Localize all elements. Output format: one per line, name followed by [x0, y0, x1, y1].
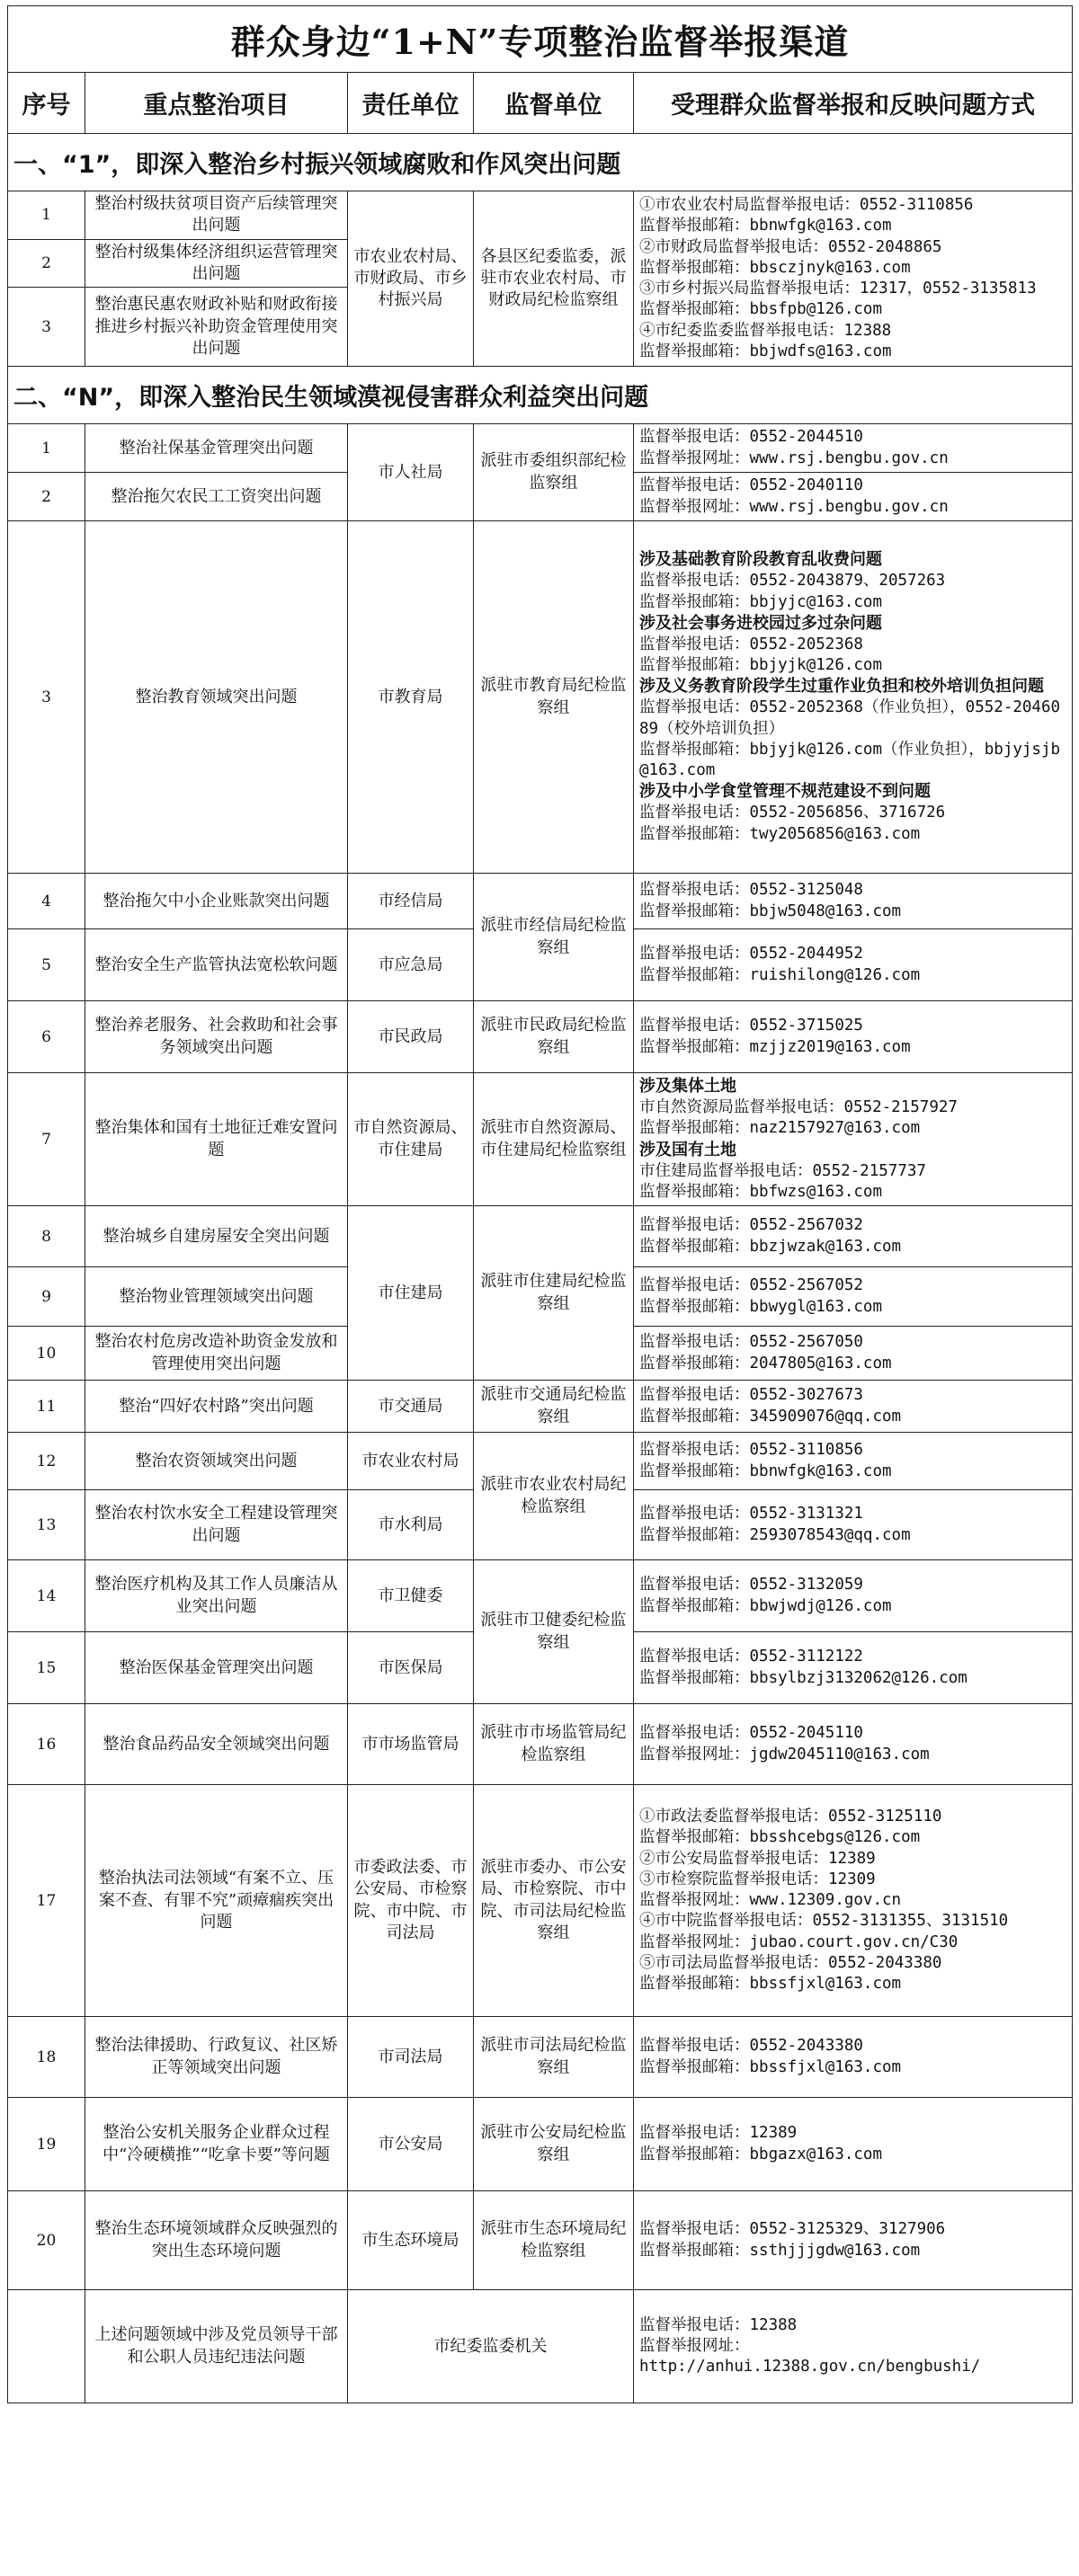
table-row	[8, 1704, 1073, 1785]
project-cell: 整治社保基金管理突出问题	[85, 424, 348, 473]
row-number: 2	[8, 473, 85, 521]
responsible-unit: 市生态环境局	[348, 2191, 474, 2290]
row-number: 6	[8, 1001, 85, 1073]
responsible-unit: 市纪委监委机关	[348, 2290, 634, 2403]
contact-line: 监督举报邮箱：bbjyjk@126.com	[639, 656, 883, 675]
table-row	[8, 874, 1073, 929]
row-number: 10	[8, 1327, 85, 1381]
contact-line: 监督举报邮箱：bbfwzs@163.com	[639, 1182, 883, 1201]
section-1-title: 一、“1”，即深入整治乡村振兴领域腐败和作风突出问题	[8, 134, 1073, 191]
contact-cell	[634, 1381, 1073, 1433]
contact-line: 监督举报邮箱：bbsczjnyk@163.com	[639, 258, 911, 277]
section-2-title: 二、“N”，即深入整治民生领域漠视侵害群众利益突出问题	[8, 367, 1073, 424]
contact-line: ①市政法委监督举报电话：0552-3125110	[639, 1807, 942, 1825]
contact-line: 监督举报邮箱：bbssfjxl@163.com	[639, 1975, 902, 1994]
row-number: 16	[8, 1704, 85, 1785]
contact-cell	[634, 1267, 1073, 1327]
row-number: 2	[8, 239, 85, 288]
contact-cell	[634, 1785, 1073, 2017]
row-number: 17	[8, 1785, 85, 2017]
table-row	[8, 2191, 1073, 2290]
responsible-unit: 市公安局	[348, 2098, 474, 2191]
supervisor-unit: 派驻市市场监管局纪检监察组	[474, 1704, 634, 1785]
contact-line: 监督举报电话：0552-2567052	[639, 1276, 863, 1295]
responsible-unit: 市卫健委	[348, 1560, 474, 1632]
contact-line: 监督举报电话：12388	[639, 2315, 798, 2334]
supervisor-unit: 派驻市教育局纪检监察组	[474, 521, 634, 874]
contact-cell	[634, 1490, 1073, 1560]
contact-line: 监督举报电话：0552-3132059	[639, 1576, 863, 1594]
header-contact: 受理群众监督举报和反映问题方式	[634, 73, 1073, 134]
responsible-unit: 市应急局	[348, 929, 474, 1001]
contact-line: 监督举报邮箱：bbnwfgk@163.com	[639, 217, 892, 235]
project-cell: 整治食品药品安全领域突出问题	[85, 1704, 348, 1785]
contact-line: ③市检察院监督举报电话：12309	[639, 1870, 876, 1888]
contact-cell	[634, 2290, 1073, 2403]
responsible-unit: 市农业农村局、市财政局、市乡村振兴局	[348, 191, 474, 367]
responsible-unit: 市教育局	[348, 521, 474, 874]
contact-line: 监督举报电话：0552-2052368（作业负担），0552-2046089（校外培训负担）	[639, 698, 1061, 738]
header-no: 序号	[8, 73, 85, 134]
contact-line: 监督举报网址：www.12309.gov.cn	[639, 1891, 902, 1910]
contact-line: 监督举报邮箱：2047805@163.com	[639, 1354, 892, 1372]
contact-cell	[634, 1704, 1073, 1785]
contact-line: 监督举报电话：0552-3125329、3127906	[639, 2220, 946, 2239]
project-cell: 整治城乡自建房屋安全突出问题	[85, 1206, 348, 1267]
contact-line: 监督举报邮箱：bbsshcebgs@126.com	[639, 1828, 921, 1847]
contact-line: ④市中院监督举报电话：0552-3131355、3131510	[639, 1912, 1009, 1931]
row-number: 15	[8, 1632, 85, 1704]
contact-cell	[634, 874, 1073, 929]
row-number: 7	[8, 1073, 85, 1206]
contact-cell	[634, 1206, 1073, 1267]
contact-line: ②市公安局监督举报电话：12389	[639, 1849, 876, 1868]
contact-line: 监督举报邮箱：bbjyjk@126.com（作业负担），bbjyjsjb@163.com	[639, 740, 1061, 780]
contact-line: 监督举报电话：0552-2045110	[639, 1724, 863, 1743]
supervisor-unit: 派驻市交通局纪检监察组	[474, 1381, 634, 1433]
contact-line: 监督举报邮箱：bbjw5048@163.com	[639, 902, 902, 920]
row-number: 19	[8, 2098, 85, 2191]
contact-cell	[634, 191, 1073, 367]
contact-cell	[634, 521, 1073, 874]
supervisor-unit: 派驻市经信局纪检监察组	[474, 874, 634, 1001]
header-unit: 责任单位	[348, 73, 474, 134]
contact-heading: 涉及义务教育阶段学生过重作业负担和校外培训负担问题	[639, 677, 1044, 697]
project-cell: 整治生态环境领域群众反映强烈的突出生态环境问题	[85, 2191, 348, 2290]
contact-line: 监督举报邮箱：345909076@qq.com	[639, 1407, 902, 1426]
contact-line: ①市农业农村局监督举报电话：0552-3110856	[639, 196, 974, 215]
project-cell: 整治法律援助、行政复议、社区矫正等领域突出问题	[85, 2017, 348, 2098]
contact-cell	[634, 1073, 1073, 1206]
responsible-unit: 市住建局	[348, 1206, 474, 1381]
contact-line: 监督举报电话：0552-2044510	[639, 428, 863, 447]
contact-cell	[634, 929, 1073, 1001]
contact-line: 监督举报邮箱：naz2157927@163.com	[639, 1119, 921, 1138]
responsible-unit: 市民政局	[348, 1001, 474, 1073]
contact-line: 监督举报邮箱：2593078543@qq.com	[639, 1525, 911, 1544]
row-number: 14	[8, 1560, 85, 1632]
contact-line: 监督举报邮箱：bbgazx@163.com	[639, 2145, 883, 2163]
contact-cell	[634, 424, 1073, 473]
contact-line: 监督举报邮箱：bbjwdfs@163.com	[639, 342, 892, 360]
responsible-unit: 市人社局	[348, 424, 474, 521]
contact-cell	[634, 2098, 1073, 2191]
contact-line: 市住建局监督举报电话：0552-2157737	[639, 1161, 926, 1180]
contact-heading: 涉及中小学食堂管理不规范建设不到问题	[639, 782, 931, 802]
contact-line: ⑤市司法局监督举报电话：0552-2043380	[639, 1953, 942, 1972]
supervisor-unit: 派驻市公安局纪检监察组	[474, 2098, 634, 2191]
supervisor-unit: 各县区纪委监委，派驻市农业农村局、市财政局纪检监察组	[474, 191, 634, 367]
table-row	[8, 2290, 1073, 2403]
project-cell: 整治安全生产监管执法宽松软问题	[85, 929, 348, 1001]
row-number: 8	[8, 1206, 85, 1267]
contact-line: 监督举报邮箱：bbwjwdj@126.com	[639, 1596, 892, 1615]
project-cell: 整治集体和国有土地征迁难安置问题	[85, 1073, 348, 1206]
header-row	[8, 73, 1073, 134]
project-cell: 整治教育领域突出问题	[85, 521, 348, 874]
contact-cell	[634, 2191, 1073, 2290]
supervisor-unit: 派驻市民政局纪检监察组	[474, 1001, 634, 1073]
contact-line: 监督举报电话：0552-2567050	[639, 1333, 863, 1352]
responsible-unit: 市交通局	[348, 1381, 474, 1433]
supervisor-unit: 派驻市委组织部纪检监察组	[474, 424, 634, 521]
row-number: 11	[8, 1381, 85, 1433]
project-cell: 整治执法司法领域“有案不立、压案不查、有罪不究”顽瘴痼疾突出问题	[85, 1785, 348, 2017]
header-supervisor: 监督单位	[474, 73, 634, 134]
project-cell: 整治公安机关服务企业群众过程中“冷硬横推”“吃拿卡要”等问题	[85, 2098, 348, 2191]
row-number: 3	[8, 521, 85, 874]
contact-line: 监督举报电话：0552-2052368	[639, 635, 863, 653]
contact-line: 监督举报邮箱：bbsylbzj3132062@126.com	[639, 1668, 968, 1687]
row-number: 4	[8, 874, 85, 929]
project-cell: 上述问题领域中涉及党员领导干部和公职人员违纪违法问题	[85, 2290, 348, 2403]
project-cell: 整治养老服务、社会救助和社会事务领域突出问题	[85, 1001, 348, 1073]
row-number: 13	[8, 1490, 85, 1560]
contact-line: 监督举报网址：www.rsj.bengbu.gov.cn	[639, 449, 949, 467]
responsible-unit: 市司法局	[348, 2017, 474, 2098]
contact-line: ②市财政局监督举报电话：0552-2048865	[639, 237, 942, 256]
project-cell: 整治农资领域突出问题	[85, 1433, 348, 1490]
table-row	[8, 1785, 1073, 2017]
row-number: 9	[8, 1267, 85, 1327]
contact-heading: 涉及社会事务进校园过多过杂问题	[639, 613, 882, 633]
responsible-unit: 市经信局	[348, 874, 474, 929]
responsible-unit: 市医保局	[348, 1632, 474, 1704]
responsible-unit: 市市场监管局	[348, 1704, 474, 1785]
project-cell: 整治惠民惠农财政补贴和财政衔接推进乡村振兴补助资金管理使用突出问题	[85, 288, 348, 367]
supervisor-unit: 派驻市卫健委纪检监察组	[474, 1560, 634, 1704]
row-number: 12	[8, 1433, 85, 1490]
contact-line: 监督举报邮箱：bbsfpb@126.com	[639, 300, 883, 319]
contact-line: ④市纪委监委监督举报电话：12388	[639, 321, 892, 340]
contact-heading: 涉及国有土地	[639, 1140, 736, 1159]
contact-line: 监督举报网址：jubao.court.gov.cn/C30	[639, 1932, 959, 1951]
project-cell: 整治村级集体经济组织运营管理突出问题	[85, 239, 348, 288]
contact-line: 监督举报邮箱：ruishilong@126.com	[639, 965, 921, 984]
supervisor-unit: 派驻市农业农村局纪检监察组	[474, 1433, 634, 1560]
contact-line: 监督举报电话：0552-2056856、3716726	[639, 804, 946, 822]
project-cell: 整治拖欠农民工工资突出问题	[85, 473, 348, 521]
project-cell: 整治农村危房改造补助资金发放和管理使用突出问题	[85, 1327, 348, 1381]
contact-line: 监督举报网址：jgdw2045110@163.com	[639, 1745, 930, 1763]
project-cell: 整治医疗机构及其工作人员廉洁从业突出问题	[85, 1560, 348, 1632]
row-number: 3	[8, 288, 85, 367]
supervisor-unit: 派驻市自然资源局、市住建局纪检监察组	[474, 1073, 634, 1206]
contact-line: 监督举报电话：0552-3027673	[639, 1386, 863, 1405]
table-row	[8, 1206, 1073, 1267]
contact-cell	[634, 1433, 1073, 1490]
contact-line: 监督举报邮箱：twy2056856@163.com	[639, 824, 921, 843]
contact-line: 监督举报邮箱：ssthjjjgdw@163.com	[639, 2241, 921, 2260]
contact-cell	[634, 2017, 1073, 2098]
table-row	[8, 1560, 1073, 1632]
contact-line: 监督举报电话：0552-2044952	[639, 945, 863, 964]
contact-line: 监督举报电话：0552-3125048	[639, 881, 863, 900]
row-number: 20	[8, 2191, 85, 2290]
reporting-channels-table	[7, 5, 1073, 2403]
contact-line: 监督举报电话：0552-2040110	[639, 476, 863, 495]
contact-line: 监督举报网址：	[639, 2337, 750, 2356]
contact-line: 监督举报电话：0552-3131321	[639, 1505, 863, 1523]
table-row	[8, 2017, 1073, 2098]
contact-heading: 涉及集体土地	[639, 1077, 736, 1097]
contact-line: 监督举报电话：0552-3110856	[639, 1441, 863, 1460]
contact-line: 监督举报电话：12389	[639, 2124, 798, 2143]
responsible-unit: 市委政法委、市公安局、市检察院、市中院、市司法局	[348, 1785, 474, 2017]
project-cell: 整治农村饮水安全工程建设管理突出问题	[85, 1490, 348, 1560]
project-cell: 整治拖欠中小企业账款突出问题	[85, 874, 348, 929]
contact-cell	[634, 473, 1073, 521]
contact-line: 监督举报电话：0552-2043879、2057263	[639, 572, 946, 591]
contact-line: http://anhui.12388.gov.cn/bengbushi/	[639, 2358, 981, 2376]
table-row	[8, 424, 1073, 473]
project-cell: 整治“四好农村路”突出问题	[85, 1381, 348, 1433]
contact-line: 监督举报邮箱：bbssfjxl@163.com	[639, 2057, 902, 2076]
contact-heading: 涉及基础教育阶段教育乱收费问题	[639, 550, 882, 570]
contact-line: 监督举报电话：0552-3715025	[639, 1017, 863, 1035]
contact-line: 监督举报邮箱：mzjjz2019@163.com	[639, 1037, 911, 1056]
supervisor-unit: 派驻市住建局纪检监察组	[474, 1206, 634, 1381]
contact-line: 监督举报电话：0552-3112122	[639, 1648, 863, 1666]
contact-line: 监督举报邮箱：bbnwfgk@163.com	[639, 1461, 892, 1480]
header-item: 重点整治项目	[85, 73, 348, 134]
contact-line: 监督举报邮箱：bbzjwzak@163.com	[639, 1237, 902, 1256]
contact-line: 市自然资源局监督举报电话：0552-2157927	[639, 1098, 958, 1117]
row-number	[8, 2290, 85, 2403]
contact-line: 监督举报邮箱：bbwygl@163.com	[639, 1297, 883, 1316]
table-row	[8, 1381, 1073, 1433]
contact-cell	[634, 1632, 1073, 1704]
project-cell: 整治医保基金管理突出问题	[85, 1632, 348, 1704]
table-row	[8, 191, 1073, 240]
table-row	[8, 1001, 1073, 1073]
contact-cell	[634, 1001, 1073, 1073]
contact-line: ③市乡村振兴局监督举报电话：12317，0552-3135813	[639, 280, 1037, 298]
responsible-unit: 市农业农村局	[348, 1433, 474, 1490]
contact-cell	[634, 1327, 1073, 1381]
table-row	[8, 521, 1073, 874]
table-row	[8, 1073, 1073, 1206]
page-title: 群众身边“1+N”专项整治监督举报渠道	[8, 6, 1073, 73]
supervisor-unit: 派驻市委办、市公安局、市检察院、市中院、市司法局纪检监察组	[474, 1785, 634, 2017]
row-number: 5	[8, 929, 85, 1001]
contact-line: 监督举报邮箱：bbjyjc@163.com	[639, 592, 883, 611]
supervisor-unit: 派驻市司法局纪检监察组	[474, 2017, 634, 2098]
table-row	[8, 2098, 1073, 2191]
contact-line: 监督举报电话：0552-2567032	[639, 1216, 863, 1235]
contact-line: 监督举报电话：0552-2043380	[639, 2037, 863, 2056]
project-cell: 整治村级扶贫项目资产后续管理突出问题	[85, 191, 348, 240]
responsible-unit: 市水利局	[348, 1490, 474, 1560]
supervisor-unit: 派驻市生态环境局纪检监察组	[474, 2191, 634, 2290]
contact-line: 监督举报网址：www.rsj.bengbu.gov.cn	[639, 497, 949, 516]
project-cell: 整治物业管理领域突出问题	[85, 1267, 348, 1327]
table-row	[8, 1433, 1073, 1490]
row-number: 1	[8, 424, 85, 473]
row-number: 1	[8, 191, 85, 240]
responsible-unit: 市自然资源局、市住建局	[348, 1073, 474, 1206]
contact-cell	[634, 1560, 1073, 1632]
row-number: 18	[8, 2017, 85, 2098]
